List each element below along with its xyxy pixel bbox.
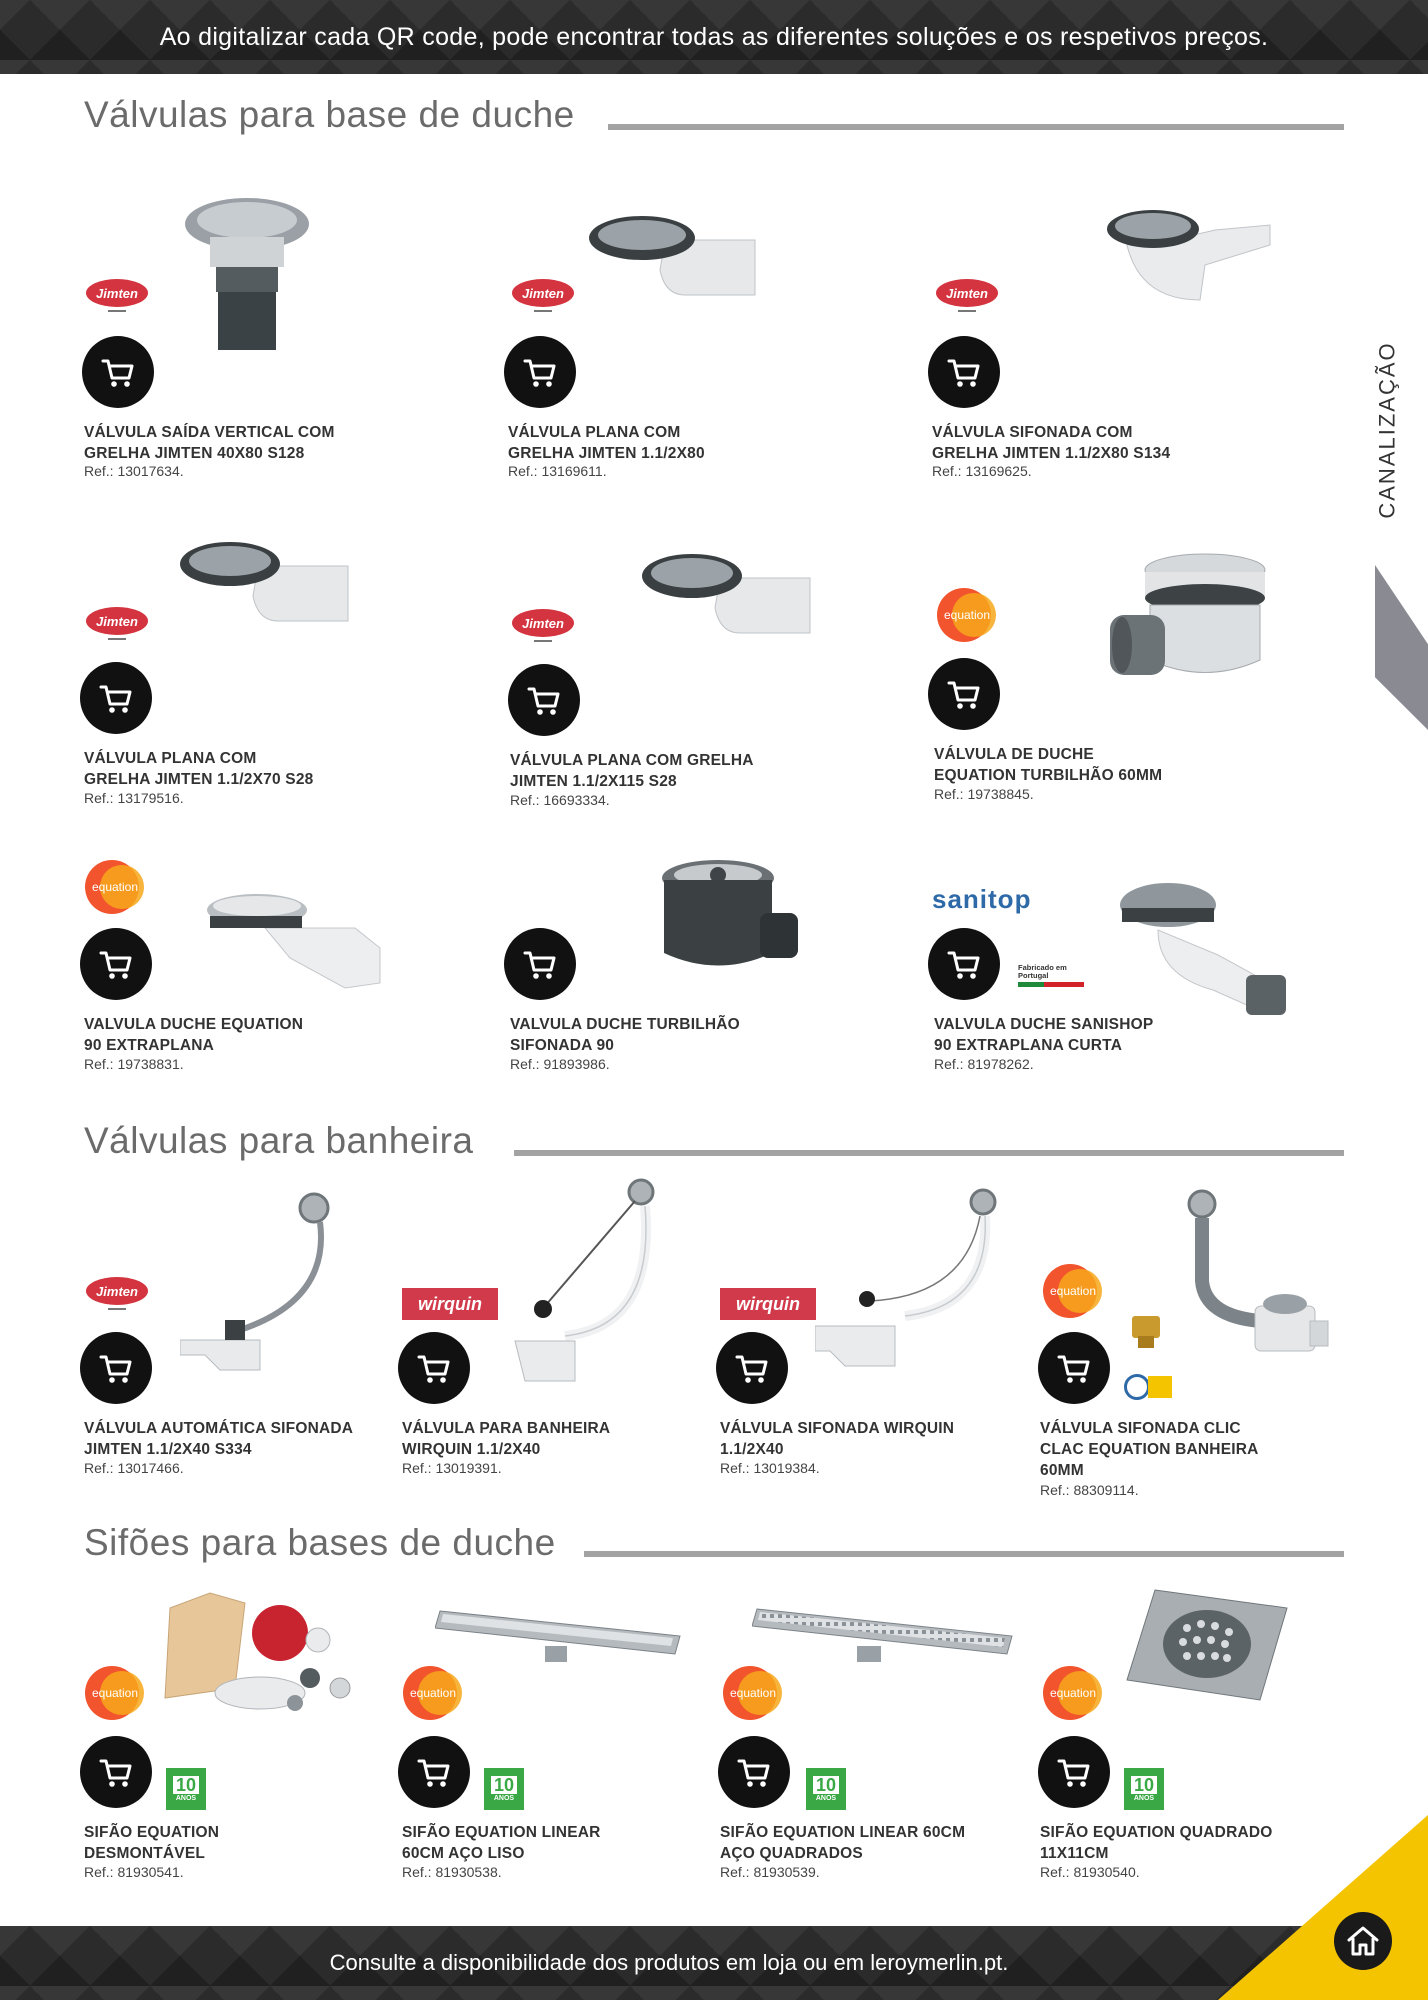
- clic-clac-valve-image: [1180, 1186, 1330, 1366]
- cart-icon: [96, 678, 136, 718]
- flat-valve-image: [640, 548, 815, 648]
- cart-icon: [414, 1752, 454, 1792]
- cart-button[interactable]: [716, 1332, 788, 1404]
- section-rule: [514, 1150, 1344, 1156]
- jimten-logo: [510, 606, 576, 646]
- siphon-bath-valve-image: [815, 1186, 1000, 1381]
- side-tab-marker: [1375, 565, 1428, 730]
- cart-icon: [944, 674, 984, 714]
- product-ref: Ref.: 81930538.: [402, 1864, 502, 1880]
- turbilhao-valve-image: [1110, 550, 1270, 700]
- linear-drain-plain-image: [435, 1606, 685, 1686]
- cart-button[interactable]: [928, 658, 1000, 730]
- equation-logo: [82, 1664, 150, 1722]
- sanishop-valve-image: [1118, 880, 1293, 1030]
- product-ref: Ref.: 81930540.: [1040, 1864, 1140, 1880]
- cart-icon: [732, 1348, 772, 1388]
- cart-button[interactable]: [508, 664, 580, 736]
- jimten-logo: [510, 276, 576, 316]
- product-name: VÁLVULA SIFONADA COM GRELHA JIMTEN 1.1/2X80 S134: [932, 424, 1171, 462]
- product-ref: Ref.: 13169611.: [508, 463, 607, 479]
- product-ref: Ref.: 13169625.: [932, 463, 1032, 479]
- warranty-unit: ANOS: [175, 1794, 197, 1802]
- product-ref: Ref.: 19738845.: [934, 786, 1034, 802]
- product-ref: Ref.: 88309114.: [1040, 1482, 1139, 1498]
- product-name: VALVULA DUCHE TURBILHÃO SIFONADA 90: [510, 1016, 740, 1054]
- warranty-unit: ANOS: [493, 1794, 515, 1802]
- top-banner: Ao digitalizar cada QR code, pode encontrar todas as diferentes soluções e os respetivos preços.: [0, 0, 1428, 74]
- flat-valve-image: [178, 536, 353, 636]
- cart-icon: [1054, 1348, 1094, 1388]
- warranty-unit: ANOS: [1133, 1794, 1155, 1802]
- product-name: VALVULA DUCHE EQUATION 90 EXTRAPLANA: [84, 1016, 304, 1054]
- cart-icon: [944, 944, 984, 984]
- flat-valve-image: [585, 210, 770, 310]
- product-ref: Ref.: 13019391.: [402, 1460, 502, 1476]
- product-ref: Ref.: 81978262.: [934, 1056, 1034, 1072]
- cart-icon: [1054, 1752, 1094, 1792]
- equation-logo: [934, 586, 1002, 644]
- cart-icon: [524, 680, 564, 720]
- warranty-unit: ANOS: [815, 1794, 837, 1802]
- sanitop-logo: sanitop: [932, 884, 1032, 914]
- product-name: VÁLVULA AUTOMÁTICA SIFONADA JIMTEN 1.1/2X40 S334: [84, 1420, 353, 1458]
- section-rule: [608, 124, 1344, 130]
- warranty-10-years-badge: [806, 1768, 846, 1810]
- product-ref: Ref.: 81930539.: [720, 1864, 820, 1880]
- product-ref: Ref.: 16693334.: [510, 792, 610, 808]
- section-title-valvulas-duche: Válvulas para base de duche: [84, 94, 575, 135]
- made-in-text: Fabricado em Portugal: [1018, 963, 1067, 980]
- made-in-portugal-badge: [1018, 964, 1084, 987]
- cart-icon: [520, 944, 560, 984]
- product-name: SIFÃO EQUATION LINEAR 60CM AÇO QUADRADOS: [720, 1824, 966, 1862]
- cart-button[interactable]: [504, 336, 576, 408]
- cart-button[interactable]: [718, 1736, 790, 1808]
- product-ref: Ref.: 13017466.: [84, 1460, 184, 1476]
- product-ref: Ref.: 19738831.: [84, 1056, 184, 1072]
- warranty-years: 10: [173, 1776, 199, 1794]
- warranty-years: 10: [1131, 1776, 1157, 1794]
- clic-clac-badge: [1124, 1374, 1176, 1400]
- cart-button[interactable]: [80, 662, 152, 734]
- turbilhao-siphon-image: [660, 858, 800, 988]
- removable-siphon-kit-image: [160, 1588, 360, 1728]
- product-name: VÁLVULA PLANA COM GRELHA JIMTEN 1.1/2X70 S28: [84, 750, 314, 788]
- warranty-10-years-badge: [484, 1768, 524, 1810]
- product-name: VÁLVULA PLANA COM GRELHA JIMTEN 1.1/2X80: [508, 424, 705, 462]
- linear-drain-squares-image: [752, 1604, 1017, 1684]
- portugal-flag: [1018, 982, 1084, 987]
- automatic-bath-valve-image: [180, 1190, 340, 1380]
- brass-fitting-image: [1128, 1310, 1164, 1350]
- cart-icon: [96, 1752, 136, 1792]
- equation-logo: [1040, 1262, 1108, 1320]
- product-name: VÁLVULA DE DUCHE EQUATION TURBILHÃO 60MM: [934, 746, 1163, 784]
- wirquin-logo: wirquin: [402, 1288, 498, 1320]
- cart-icon: [414, 1348, 454, 1388]
- square-drain-image: [1125, 1588, 1290, 1708]
- equation-logo: [82, 858, 150, 916]
- product-ref: Ref.: 91893986.: [510, 1056, 610, 1072]
- section-rule: [584, 1551, 1344, 1557]
- jimten-logo: [84, 276, 150, 316]
- home-button[interactable]: [1334, 1912, 1392, 1970]
- jimten-logo: [84, 604, 150, 644]
- product-name: VÁLVULA SIFONADA CLIC CLAC EQUATION BANHEIRA 60MM: [1040, 1420, 1258, 1479]
- cart-button[interactable]: [80, 928, 152, 1000]
- warranty-10-years-badge: [166, 1768, 206, 1810]
- product-name: SIFÃO EQUATION LINEAR 60CM AÇO LISO: [402, 1824, 601, 1862]
- cart-button[interactable]: [80, 1332, 152, 1404]
- section-title-valvulas-banheira: Válvulas para banheira: [84, 1120, 474, 1161]
- cart-button[interactable]: [398, 1736, 470, 1808]
- home-icon: [1344, 1922, 1382, 1960]
- section-title-sifoes: Sifões para bases de duche: [84, 1522, 556, 1563]
- warranty-years: 10: [491, 1776, 517, 1794]
- extraflat-valve-image: [205, 888, 390, 993]
- siphon-valve-image: [1105, 205, 1275, 315]
- product-ref: Ref.: 81930541.: [84, 1864, 184, 1880]
- product-ref: Ref.: 13017634.: [84, 463, 184, 479]
- product-name: VÁLVULA PARA BANHEIRA WIRQUIN 1.1/2X40: [402, 1420, 610, 1458]
- warranty-years: 10: [813, 1776, 839, 1794]
- product-name: VÁLVULA SAÍDA VERTICAL COM GRELHA JIMTEN 40X80 S128: [84, 424, 335, 462]
- cart-icon: [734, 1752, 774, 1792]
- cart-button[interactable]: [1038, 1332, 1110, 1404]
- bottom-banner: Consulte a disponibilidade dos produtos em loja ou em leroymerlin.pt.: [0, 1926, 1428, 2000]
- product-name: VALVULA DUCHE SANISHOP 90 EXTRAPLANA CURTA: [934, 1016, 1154, 1054]
- cart-button[interactable]: [398, 1332, 470, 1404]
- side-tab-label: CANALIZAÇÃO: [1375, 341, 1401, 519]
- product-name: SIFÃO EQUATION QUADRADO 11X11CM: [1040, 1824, 1273, 1862]
- jimten-logo: [934, 276, 1000, 316]
- equation-logo: [1040, 1664, 1108, 1722]
- cart-icon: [98, 352, 138, 392]
- product-ref: Ref.: 13019384.: [720, 1460, 820, 1476]
- cart-button[interactable]: [1038, 1736, 1110, 1808]
- side-tab-canalizacao[interactable]: [1368, 330, 1408, 530]
- product-ref: Ref.: 13179516.: [84, 790, 184, 806]
- bath-valve-image: [505, 1176, 665, 1391]
- cart-button[interactable]: [928, 336, 1000, 408]
- cart-icon: [96, 944, 136, 984]
- cart-icon: [520, 352, 560, 392]
- cart-button[interactable]: [928, 928, 1000, 1000]
- warranty-10-years-badge: [1124, 1768, 1164, 1810]
- wirquin-logo: wirquin: [720, 1288, 816, 1320]
- product-name: SIFÃO EQUATION DESMONTÁVEL: [84, 1824, 220, 1862]
- cart-icon: [944, 352, 984, 392]
- cart-button[interactable]: [80, 1736, 152, 1808]
- cart-button[interactable]: [82, 336, 154, 408]
- cart-icon: [96, 1348, 136, 1388]
- jimten-logo: [84, 1274, 150, 1314]
- product-name: VÁLVULA SIFONADA WIRQUIN 1.1/2X40: [720, 1420, 955, 1458]
- cart-button[interactable]: [504, 928, 576, 1000]
- product-name: VÁLVULA PLANA COM GRELHA JIMTEN 1.1/2X115 S28: [510, 752, 754, 790]
- vertical-valve-image: [180, 192, 315, 357]
